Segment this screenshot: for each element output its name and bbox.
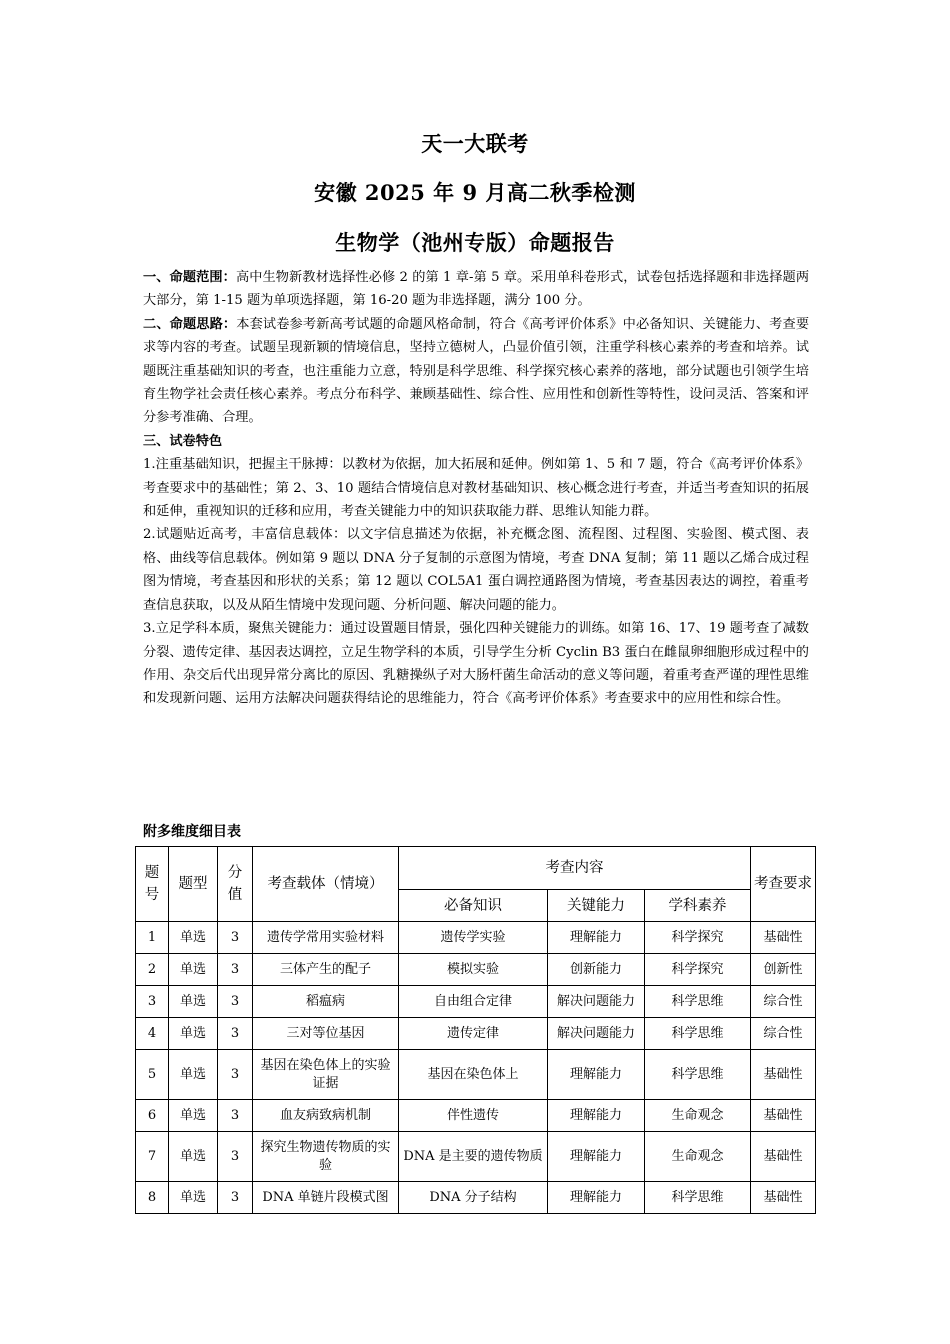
header-carrier: 考查载体（情境） (253, 847, 399, 922)
cell-knowledge: DNA 是主要的遗传物质 (399, 1132, 548, 1182)
cell-ability: 理解能力 (548, 922, 645, 954)
header-literacy: 学科素养 (645, 890, 751, 922)
cell-num: 7 (136, 1132, 169, 1182)
cell-literacy: 科学思维 (645, 986, 751, 1018)
header-ability: 关键能力 (548, 890, 645, 922)
cell-knowledge: 伴性遗传 (399, 1100, 548, 1132)
cell-ability: 理解能力 (548, 1050, 645, 1100)
cell-num: 5 (136, 1050, 169, 1100)
exam-name-title: 安徽 2025 年 9 月高二秋季检测 (314, 180, 636, 205)
cell-literacy: 科学思维 (645, 1050, 751, 1100)
header-content: 考查内容 (399, 847, 751, 890)
cell-requirement: 综合性 (751, 986, 816, 1018)
header-knowledge: 必备知识 (399, 890, 548, 922)
detail-table (135, 846, 816, 1214)
cell-num: 4 (136, 1018, 169, 1050)
table-row (136, 1132, 816, 1182)
cell-type: 单选 (169, 954, 218, 986)
cell-ability: 理解能力 (548, 1100, 645, 1132)
cell-type: 单选 (169, 986, 218, 1018)
scope-paragraph (143, 266, 809, 313)
cell-ability: 创新能力 (548, 954, 645, 986)
cell-knowledge: 自由组合定律 (399, 986, 548, 1018)
cell-carrier: 血友病致病机制 (253, 1100, 399, 1132)
cell-score: 3 (218, 1182, 253, 1214)
cell-num: 6 (136, 1100, 169, 1132)
cell-knowledge: DNA 分子结构 (399, 1182, 548, 1214)
cell-num: 8 (136, 1182, 169, 1214)
cell-type: 单选 (169, 922, 218, 954)
cell-literacy: 科学思维 (645, 1018, 751, 1050)
cell-carrier: 三对等位基因 (253, 1018, 399, 1050)
idea-paragraph (143, 313, 809, 430)
header-type: 题型 (169, 847, 218, 922)
table-row (136, 986, 816, 1018)
cell-carrier: 基因在染色体上的实验证据 (253, 1050, 399, 1100)
cell-ability: 解决问题能力 (548, 1018, 645, 1050)
cell-knowledge: 基因在染色体上 (399, 1050, 548, 1100)
cell-requirement: 基础性 (751, 922, 816, 954)
cell-knowledge: 遗传定律 (399, 1018, 548, 1050)
cell-score: 3 (218, 1018, 253, 1050)
table-row (136, 1050, 816, 1100)
table-row (136, 922, 816, 954)
cell-requirement: 基础性 (751, 1100, 816, 1132)
exam-organizer-title: 天一大联考 (421, 131, 529, 156)
feature-item-1: 1.注重基础知识，把握主干脉搏：以教材为依据，加大拓展和延伸。例如第 1、5 和 7 题，符合《高考评价体系》考查要求中的基础性；第 2、3、10 题结合情境信息对教材基础知识、核心概念进行考查，并适当考查知识的拓展和延伸，重视知识的迁移和应用，考查关键能力中的知识获取能力群、思维认知能力群。 (143, 457, 809, 520)
cell-literacy: 生命观念 (645, 1132, 751, 1182)
feature-item-3: 3.立足学科本质，聚焦关键能力：通过设置题目情景，强化四种关键能力的训练。如第 16、17、19 题考查了减数分裂、遗传定律、基因表达调控，立足生物学科的本质，引导学生分析 Cyclin B3 蛋白在雌鼠卵细胞形成过程中的作用、杂交后代出现异常分离比的原因、乳糖操纵子对大肠杆菌生命活动的意义等问题，着重考查严谨的理性思维和发现新问题、运用方法解决问题获得结论的思维能力，符合《高考评价体系》考查要求中的应用性和综合性。 (143, 621, 809, 707)
cell-requirement: 基础性 (751, 1182, 816, 1214)
cell-literacy: 科学探究 (645, 922, 751, 954)
header-score: 分值 (218, 847, 253, 922)
cell-requirement: 基础性 (751, 1050, 816, 1100)
table-caption: 附多维度细目表 (143, 824, 241, 840)
cell-ability: 解决问题能力 (548, 986, 645, 1018)
cell-literacy: 科学探究 (645, 954, 751, 986)
cell-type: 单选 (169, 1050, 218, 1100)
header-requirement: 考查要求 (751, 847, 816, 922)
cell-requirement: 基础性 (751, 1132, 816, 1182)
cell-type: 单选 (169, 1100, 218, 1132)
cell-carrier: DNA 单链片段模式图 (253, 1182, 399, 1214)
scope-heading: 一、命题范围： (143, 270, 236, 285)
scope-text: 高中生物新教材选择性必修 2 的第 1 章-第 5 章。采用单科卷形式，试卷包括选择题和非选择题两大部分，第 1-15 题为单项选择题，第 16-20 题为非选择题，满分 100 分。 (143, 270, 810, 309)
cell-ability: 理解能力 (548, 1182, 645, 1214)
report-body (143, 266, 809, 711)
cell-score: 3 (218, 922, 253, 954)
cell-ability: 理解能力 (548, 1132, 645, 1182)
cell-requirement: 综合性 (751, 1018, 816, 1050)
table-row (136, 1182, 816, 1214)
cell-score: 3 (218, 954, 253, 986)
cell-score: 3 (218, 1050, 253, 1100)
table-row (136, 954, 816, 986)
table-row (136, 1100, 816, 1132)
cell-carrier: 探究生物遗传物质的实验 (253, 1132, 399, 1182)
cell-carrier: 三体产生的配子 (253, 954, 399, 986)
cell-type: 单选 (169, 1018, 218, 1050)
features-heading: 三、试卷特色 (143, 433, 223, 449)
cell-type: 单选 (169, 1132, 218, 1182)
cell-carrier: 稻瘟病 (253, 986, 399, 1018)
cell-type: 单选 (169, 1182, 218, 1214)
cell-knowledge: 遗传学实验 (399, 922, 548, 954)
cell-literacy: 生命观念 (645, 1100, 751, 1132)
cell-score: 3 (218, 1100, 253, 1132)
idea-heading: 二、命题思路： (143, 316, 237, 332)
header-num: 题号 (136, 847, 169, 922)
report-title: 生物学（池州专版）命题报告 (335, 230, 615, 255)
cell-num: 2 (136, 954, 169, 986)
table-row (136, 1018, 816, 1050)
cell-requirement: 创新性 (751, 954, 816, 986)
cell-score: 3 (218, 1132, 253, 1182)
cell-carrier: 遗传学常用实验材料 (253, 922, 399, 954)
idea-text: 本套试卷参考新高考试题的命题风格命制，符合《高考评价体系》中必备知识、关键能力、考查要求等内容的考查。试题呈现新颖的情境信息，坚持立德树人，凸显价值引领，注重学科核心素养的考查和培养。试题既注重基础知识的考查，也注重能力立意，特别是科学思维、科学探究核心素养的落地，部分试题也引领学生培育生物学社会责任核心素养。考点分布科学、兼顾基础性、综合性、应用性和创新性等特性，设问灵活、答案和评分参考准确、合理。 (143, 316, 810, 426)
cell-num: 3 (136, 986, 169, 1018)
cell-literacy: 科学思维 (645, 1182, 751, 1214)
feature-item-2: 2.试题贴近高考，丰富信息载体：以文字信息描述为依据，补充概念图、流程图、过程图、实验图、模式图、表格、曲线等信息载体。例如第 9 题以 DNA 分子复制的示意图为情境，考查 DNA 复制；第 11 题以乙烯合成过程图为情境，考查基因和形状的关系；第 12 题以 COL5A1 蛋白调控通路图为情境，考查基因表达的调控，着重考查信息获取，以及从陌生情境中发现问题、分析问题、解决问题的能力。 (143, 527, 809, 613)
cell-knowledge: 模拟实验 (399, 954, 548, 986)
cell-score: 3 (218, 986, 253, 1018)
cell-num: 1 (136, 922, 169, 954)
